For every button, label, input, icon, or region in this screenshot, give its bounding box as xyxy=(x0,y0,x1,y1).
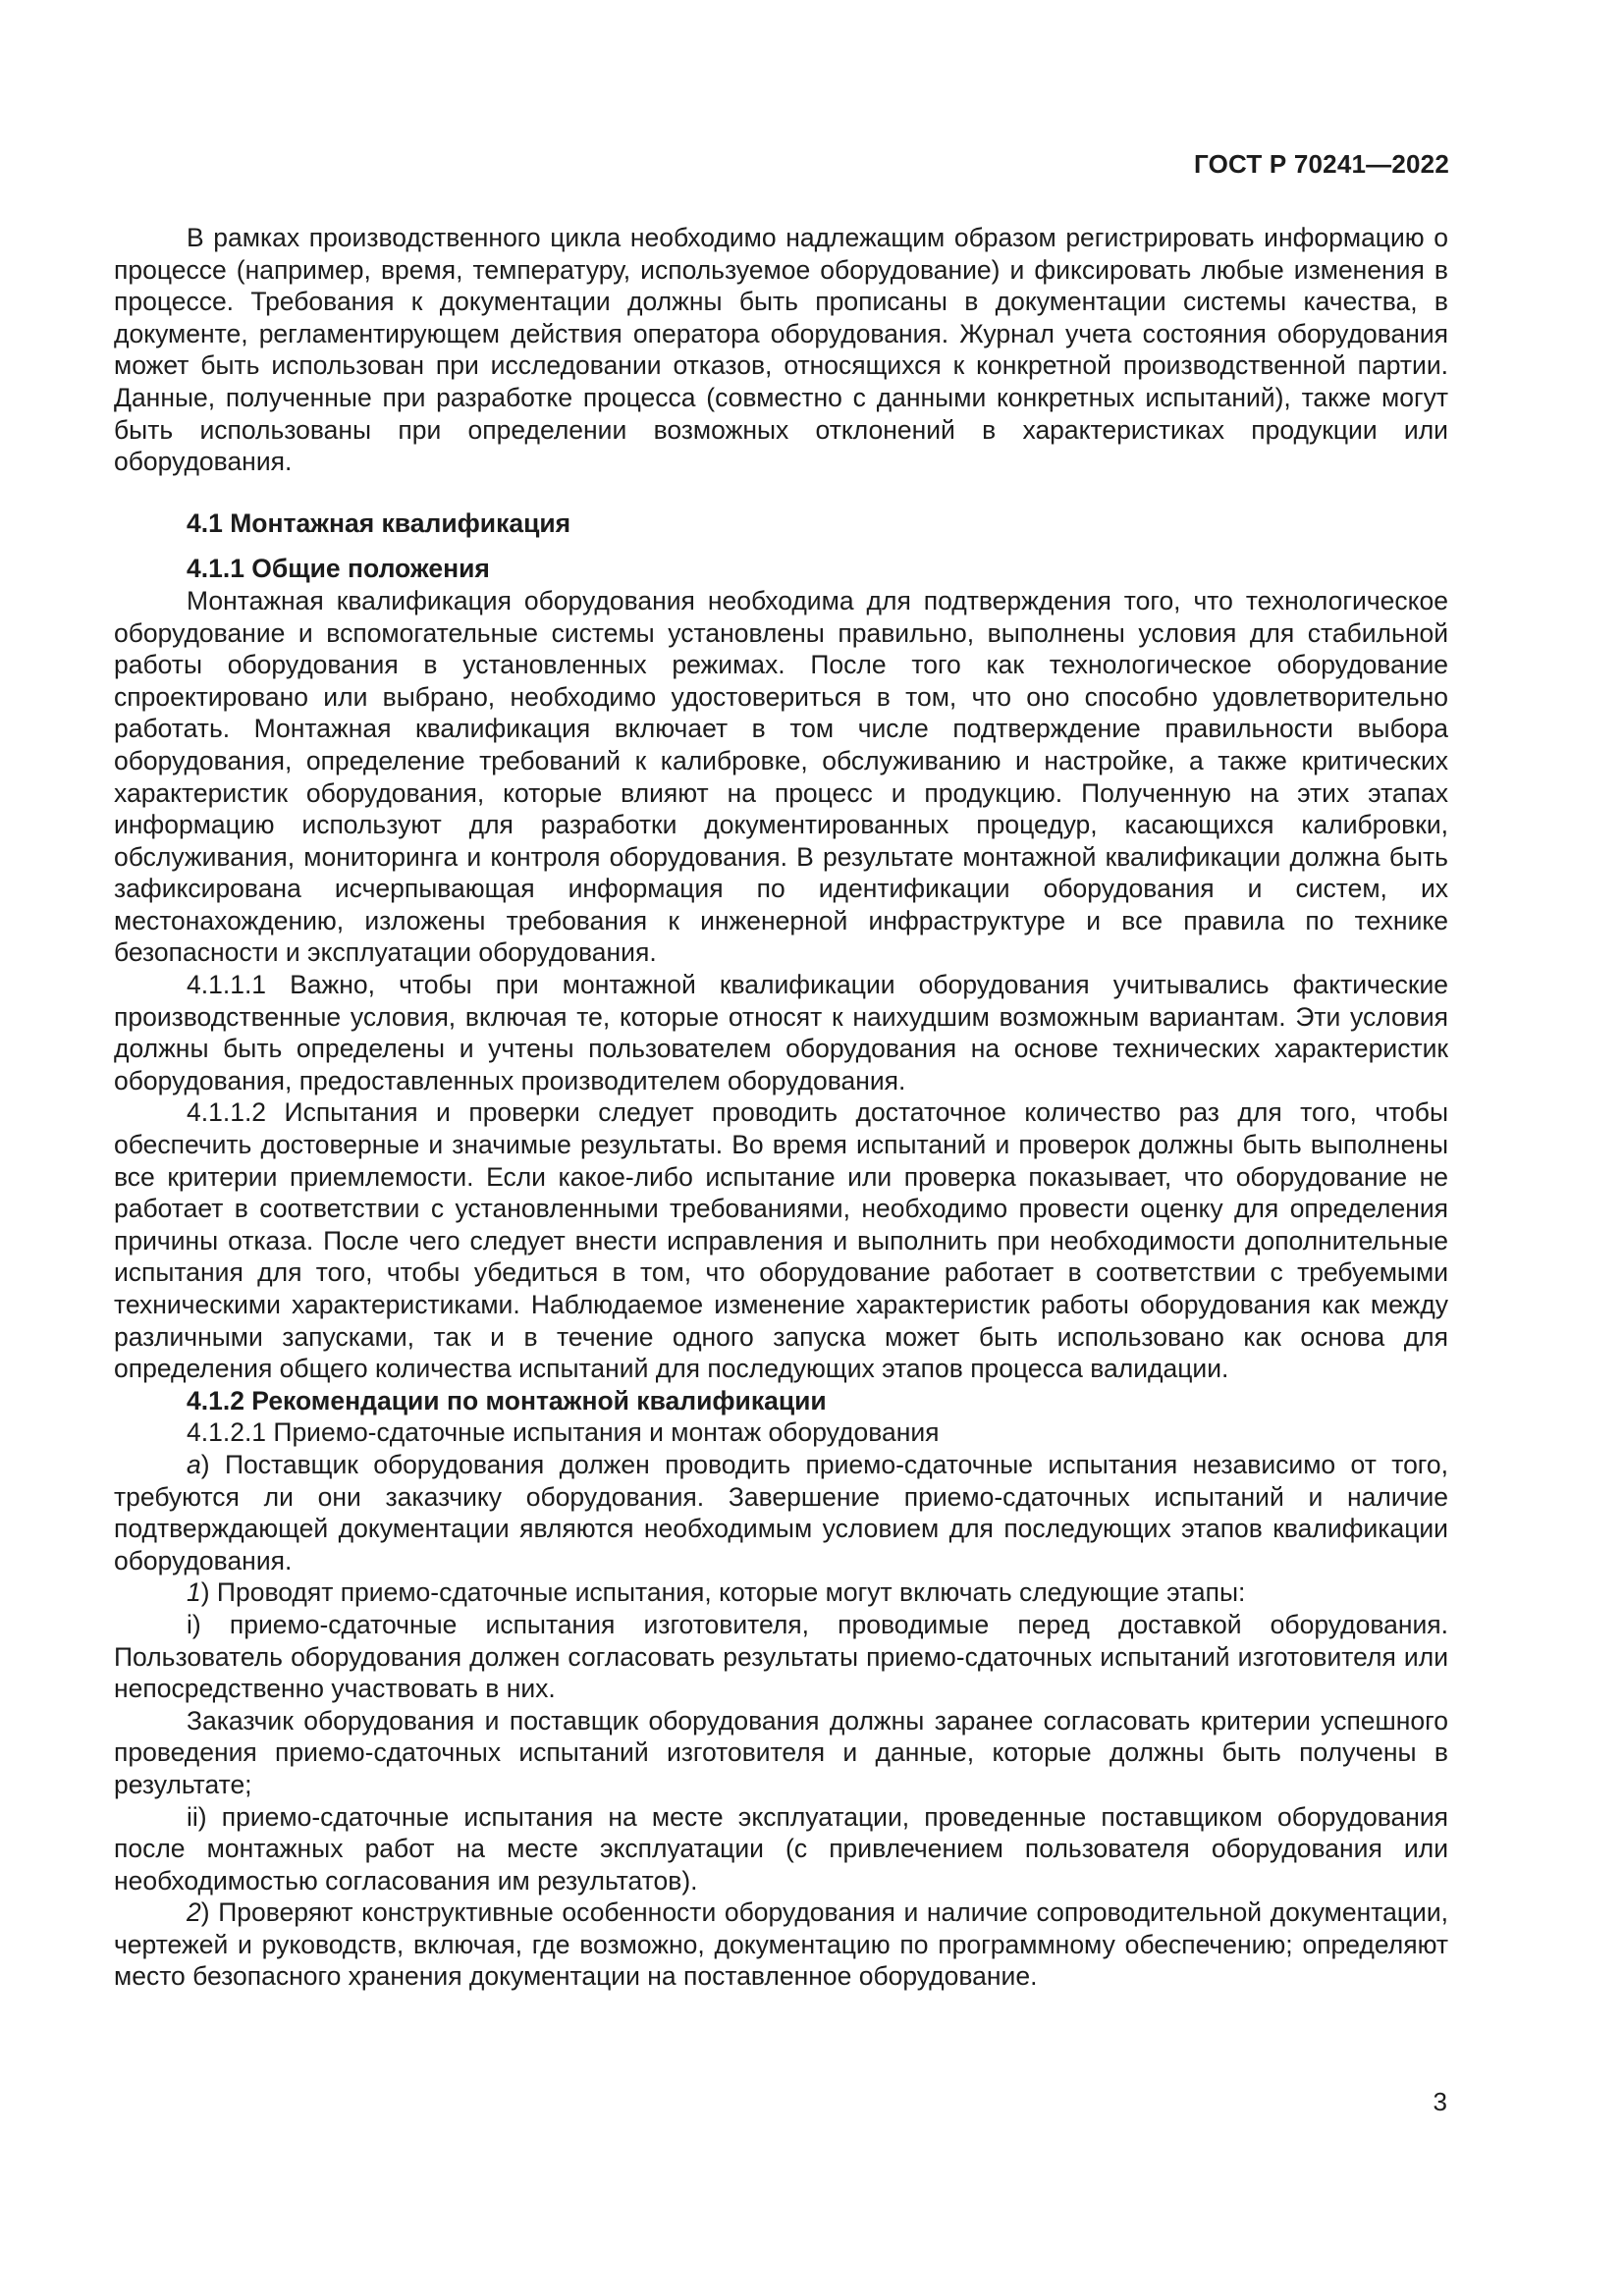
list-text-1: ) Проводят приемо-сдаточные испытания, которые могут включать следующие этапы: xyxy=(200,1577,1246,1608)
list-marker-a: а xyxy=(187,1449,201,1479)
intro-paragraph: В рамках производственного цикла необходимо надлежащим образом регистрировать информацию о процессе (например, время, температуру, используемое оборудование) и фиксировать любые изменения в процессе. Требования к документации должны быть прописаны в документации системы качества, в документе, регламентирующем действия оператора оборудования. Журнал учета состояния оборудования может быть использован при исследовании отказов, относящихся к конкретной производственной партии. Данные, полученные при разработке процесса (совместно с данными конкретных испытаний), также могут быть использованы при определении возможных отклонений в характеристиках продукции или оборудования. xyxy=(114,223,1448,477)
section-heading-4-1-1: 4.1.1 Общие положения xyxy=(187,554,490,584)
list-item-1 xyxy=(114,1576,1448,1609)
document-header: ГОСТ Р 70241—2022 xyxy=(1194,149,1449,179)
list-marker-2: 2 xyxy=(187,1897,201,1928)
document-body xyxy=(114,222,1448,1993)
paragraph-4-1-2-1: 4.1.2.1 Приемо-сдаточные испытания и монтаж оборудования xyxy=(187,1417,940,1448)
list-item-2 xyxy=(114,1896,1448,1993)
customer-agreement-paragraph: Заказчик оборудования и поставщик оборудования должны заранее согласовать критерии успешного проведения приемо-сдаточных испытаний изготовителя и данные, которые должны быть получены в результате; xyxy=(114,1705,1448,1799)
section-heading-4-1: 4.1 Монтажная квалификация xyxy=(187,507,571,538)
list-item-i: i) приемо-сдаточные испытания изготовителя, проводимые перед доставкой оборудования. Пользователь оборудования должен согласовать результаты приемо-сдаточных испытаний изготовителя или непосредственно участвовать в них. xyxy=(114,1609,1448,1704)
list-marker-1: 1 xyxy=(187,1577,201,1608)
list-text-a: ) Поставщик оборудования должен проводить приемо-сдаточные испытания независимо от того, требуются ли они заказчику оборудования. Завершение приемо-сдаточных испытаний и наличие подтверждающей документации являются необходимым условием для последующих этапов квалификации оборудования. xyxy=(114,1449,1448,1575)
paragraph-4-1-1-1: 4.1.1.1 Важно, чтобы при монтажной квалификации оборудования учитывались фактические производственные условия, включая те, которые относят к наихудшим возможным вариантам. Эти условия должны быть определены и учтены пользователем оборудования на основе технических характеристик оборудования, предоставленных производителем оборудования. xyxy=(114,970,1448,1095)
page-number: 3 xyxy=(1433,2087,1447,2116)
list-item-a xyxy=(114,1449,1448,1576)
paragraph-4-1-1-2: 4.1.1.2 Испытания и проверки следует проводить достаточное количество раз для того, чтобы обеспечить достоверные и значимые результаты. Во время испытаний и проверок должны быть выполнены все критерии приемлемости. Если какое-либо испытание или проверка показывает, что оборудование не работает в соответствии с установленными требованиями, необходимо провести оценку для определения причины отказа. После чего следует внести исправления и выполнить при необходимости дополнительные испытания для того, чтобы убедиться в том, что оборудование работает в соответствии с требуемыми техническими характеристиками. Наблюдаемое изменение характеристик работы оборудования как между различными запусками, так и в течение одного запуска может быть использовано как основа для определения общего количества испытаний для последующих этапов процесса валидации. xyxy=(114,1097,1448,1384)
list-item-ii: ii) приемо-сдаточные испытания на месте эксплуатации, проведенные поставщиком оборудования после монтажных работ на месте эксплуатации (с привлечением пользователя оборудования или необходимостью согласования им результатов). xyxy=(114,1801,1448,1896)
paragraph-4-1-1: Монтажная квалификация оборудования необходима для подтверждения того, что технологическое оборудование и вспомогательные системы установлены правильно, выполнены условия для стабильной работы оборудования в установленных режимах. После того как технологическое оборудование спроектировано или выбрано, необходимо удостовериться в том, что оно способно удовлетворительно работать. Монтажная квалификация включает в том числе подтверждение правильности выбора оборудования, определение требований к калибровке, обслуживанию и настройке, а также критических характеристик оборудования, которые влияют на процесс и продукцию. Полученную на этих этапах информацию используют для разработки документированных процедур, касающихся калибровки, обслуживания, мониторинга и контроля оборудования. В результате монтажной квалификации должна быть зафиксирована исчерпывающая информация по идентификации оборудования и систем, их местонахождению, изложены требования к инженерной инфраструктуре и все правила по технике безопасности и эксплуатации оборудования. xyxy=(114,585,1448,968)
section-heading-4-1-2: 4.1.2 Рекомендации по монтажной квалификации xyxy=(187,1385,827,1415)
list-text-2: ) Проверяют конструктивные особенности оборудования и наличие сопроводительной документации, чертежей и руководств, включая, где возможно, документацию по программному обеспечению; определяют место безопасного хранения документации на поставленное оборудование. xyxy=(114,1897,1448,1992)
